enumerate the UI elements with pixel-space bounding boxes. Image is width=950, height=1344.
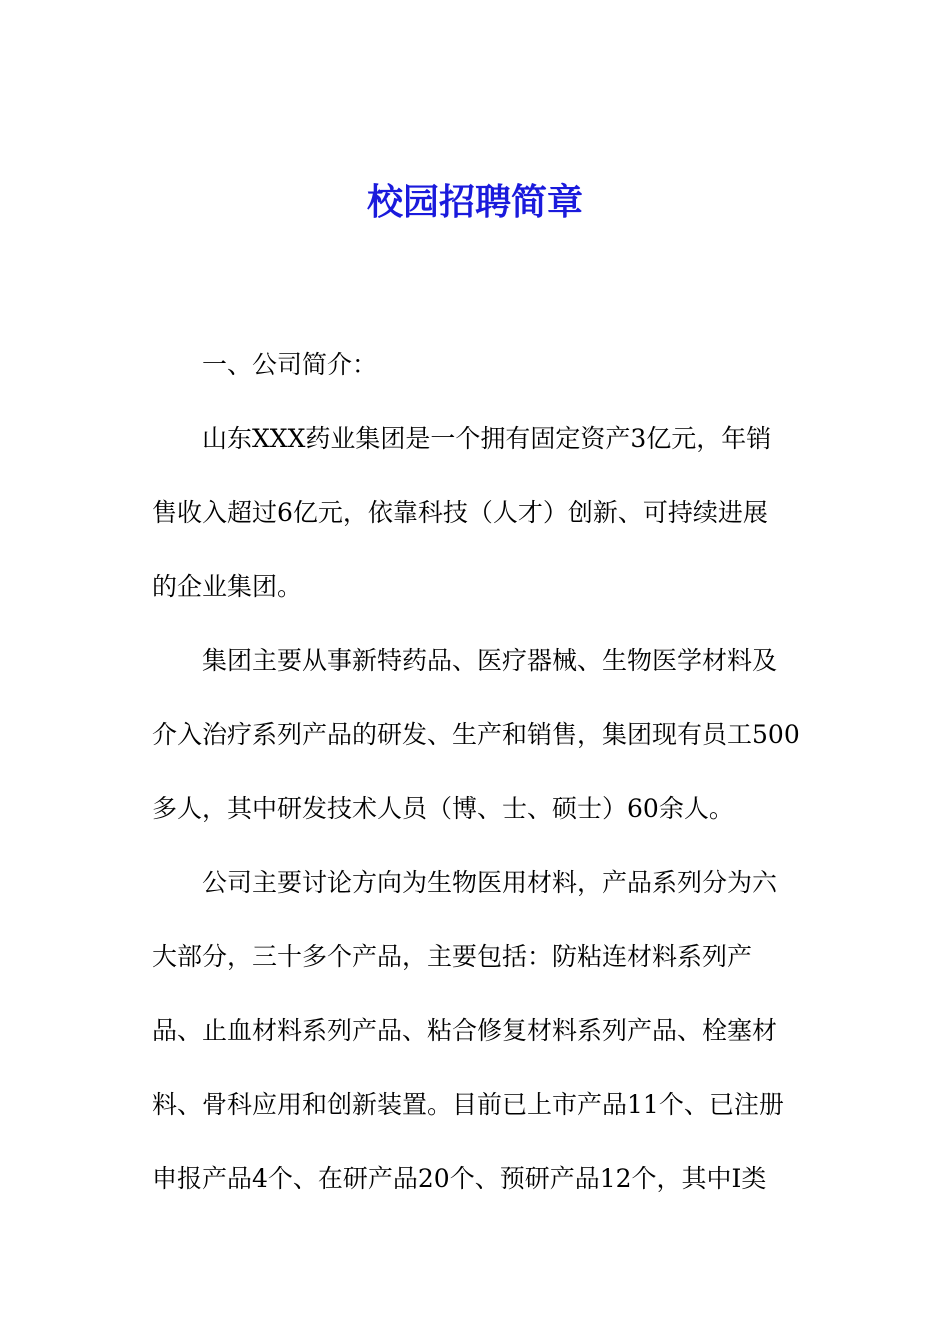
paragraph-line: 公司主要讨论方向为生物医用材料，产品系列分为六	[202, 868, 778, 897]
paragraph-line: 售收入超过6亿元，依靠科技（人才）创新、可持续进展	[152, 498, 768, 527]
document-body	[152, 328, 812, 1216]
document-title: 校园招聘简章	[366, 181, 583, 223]
section-heading-company-intro: 一、公司简介：	[202, 350, 378, 379]
paragraph-line: 多人，其中研发技术人员（博、士、硕士）60余人。	[152, 794, 734, 823]
paragraph-line: 大部分，三十多个产品，主要包括：防粘连材料系列产	[152, 942, 753, 971]
paragraph-line: 品、止血材料系列产品、粘合修复材料系列产品、栓塞材	[152, 1016, 778, 1045]
paragraph-line: 集团主要从事新特药品、医疗器械、生物医学材料及	[202, 646, 778, 675]
paragraph-line: 申报产品4个、在研产品20个、预研产品12个，其中I类	[152, 1164, 767, 1193]
paragraph-line: 的企业集团。	[152, 572, 303, 601]
paragraph-line: 料、骨科应用和创新装置。目前已上市产品11个、已注册	[152, 1090, 784, 1119]
paragraph-line: 介入治疗系列产品的研发、生产和销售，集团现有员工500	[152, 720, 800, 749]
paragraph-line: 山东XXX药业集团是一个拥有固定资产3亿元，年销	[202, 424, 772, 453]
